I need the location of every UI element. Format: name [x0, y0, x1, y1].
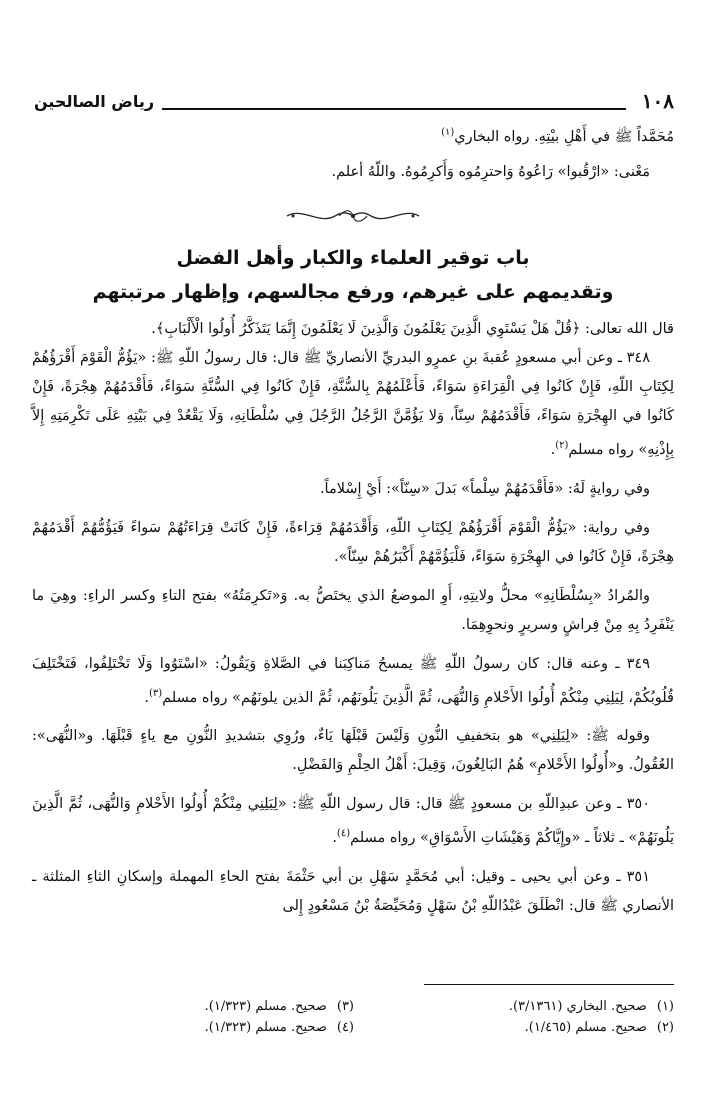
footnote-ref-2: (٢)	[555, 439, 569, 451]
hadith-349: ٣٤٩ ـ وعنه قال: كان رسولُ اللّهِ ﷺ يمسحُ مَناكِبَنا في الصَّلاةِ وَيَقُولُ: «اسْتَوُوا وَلَا تَخْتَلِفُوا، فَتَخْتَلِفَ قُلُوبُكُمْ، لِيَلِنِي مِنْكُمْ أُولُوا الأَحْلامِ وَالنُّهَى، ثُمَّ الَّذِينَ يَلُونَهُم، ثُمَّ الذين يلونَهُم» رواه مسلم$^{(٣)}$.	[32, 655, 674, 706]
footnote-ref-4: (٤)	[336, 828, 351, 840]
explanation-murad: والمُرادُ «بِسُلْطَانِهِ» محلُّ ولايتِهِ، أَوِ الموضعُ الذي يختَصُّ به. وَ«تَكرِمَتُهُ» بفتح التاءِ وكسر الراءِ: وهِيَ ما يَنْفَرِدُ بِهِ مِنْ فِراشٍ وسريرٍ ونحوِهِمَا.	[32, 587, 674, 633]
footnote-item	[34, 999, 354, 1014]
intro-line-1-text: مُحَمَّداً ﷺ في أَهْلِ بيْتِهِ. رواه البخاري	[454, 128, 674, 145]
riwaya-1: وفي روايةٍ لَهُ: «فَأَقْدَمُهُمْ سِلْماً» بَدلَ «سِنّاً»: أَيْ إِسْلاماً.	[319, 480, 650, 497]
footnote-item	[354, 1020, 674, 1035]
footnote-rule	[424, 984, 674, 985]
footnote-text: صحيح. مسلم (١/٤٦٥).	[524, 1020, 647, 1035]
footnote-item	[354, 999, 674, 1014]
footnote-ref-1: (١)	[441, 127, 455, 138]
page-header	[34, 86, 674, 116]
intro-line-2: مَعْنى: «ارْقُبوا» رَاعُوهُ وَاحترِمُوه وَأَكرِمُوهُ. واللّهُ أعلم.	[331, 163, 650, 180]
book-title: رياض الصالحين	[34, 91, 155, 111]
footnote-number: (٣)	[336, 999, 354, 1014]
footnote-ref-3: (٣)	[148, 687, 163, 699]
footnote-text: صحيح. مسلم (١/٣٢٣).	[204, 999, 327, 1014]
page-number: ١٠٨	[641, 89, 674, 113]
footnote-number: (٤)	[336, 1020, 354, 1035]
hadith-349-text: ٣٤٩ ـ وعنه قال: كان رسولُ اللّهِ ﷺ يمسحُ مَناكِبَنا في الصَّلاةِ وَيَقُولُ: «اسْتَوُوا وَلَا تَخْتَلِفُوا، فَتَخْتَلِفَ قُلُوبُكُمْ، لِيَلِنِي مِنْكُمْ أُولُوا الأَحْلامِ وَالنُّهَى، ثُمَّ الَّذِينَ يَلُونَهُم، ثُمَّ الذين يلونَهُم» رواه مسلم	[32, 655, 674, 706]
footnote-number: (٢)	[656, 1020, 674, 1035]
riwaya-2: وفي رواية: «يَؤُمُّ الْقَوْمَ أَقْرَؤُهُمْ لِكِتَابِ اللّهِ، وَأَقْدَمُهُمْ قِرَاءةً، فَإِنْ كَانَتْ قِرَاءَتُهُمْ سَواءً فَيَؤُمُّهُمْ أَقْدَمُهُمْ هِجْرَةً، فَإِنْ كَانُوا في الهِجْرَةِ سَوَاءً، فَلْيَؤُمَّهُمْ أَكْبَرُهُمْ سِنّاً».	[32, 519, 674, 565]
hadith-350: ٣٥٠ ـ وعن عبدِاللّهِ بن مسعودٍ ﷺ قال: قال رسول اللّهِ ﷺ: «لِيَلِنِي مِنْكُمْ أُولُوا الأَحْلامِ وَالنُّهَى، ثُمَّ الَّذِينَ يَلُونَهُمْ» ـ ثلاثاً ـ «وإِيَّاكُمْ وَهَيْشَاتِ الأَسْوَاقِ» رواه مسلم$^{(٤)}$.	[32, 796, 674, 847]
footnotes	[34, 984, 674, 1035]
chapter-title-line-1: باب توقير العلماء والكبار وأهل الفضل	[176, 246, 530, 269]
hadith-351: ٣٥١ ـ وعن أبي يحيى ـ وقيل: أبي مُحَمَّدٍ سَهْلِ بن أبي حَثْمَةَ بفتح الحاءِ المهملة وإسكانِ الثاءِ المثلثة ـ الأنصاري ﷺ قال: انْطَلَقَ عَبْدُاللّهِ بْنُ سَهْلٍ وَمُحَيِّصَةُ بْنُ مَسْعُودٍ إِلى	[32, 869, 674, 915]
footnote-text: صحيح. مسلم (١/٣٢٣).	[204, 1020, 327, 1035]
footnote-text: صحيح. البخاري (٣/١٣٦١).	[508, 999, 647, 1014]
ornament-divider	[283, 205, 423, 227]
page-body	[32, 118, 674, 921]
hadith-350-text: ٣٥٠ ـ وعن عبدِاللّهِ بن مسعودٍ ﷺ قال: قال رسول اللّهِ ﷺ: «لِيَلِنِي مِنْكُمْ أُولُوا الأَحْلامِ وَالنُّهَى، ثُمَّ الَّذِينَ يَلُونَهُمْ» ـ ثلاثاً ـ «وإِيَّاكُمْ وَهَيْشَاتِ الأَسْوَاقِ» رواه مسلم	[32, 796, 674, 847]
explanation-qawluhu: وقوله ﷺ: «لِيَلِنِي» هو بتخفيفِ النُّونِ وَلَيْسَ قَبْلَهَا يَاءٌ، ورُوِي بتشديدِ النُّونِ مع ياءٍ قَبْلَهَا. و«النُّهَى»: العُقُولُ. و«أُولُوا الأَحْلامِ» هُمُ البَالِغُونَ، وَقِيلَ: أَهْلُ الحِلْمِ وَالفَضْلِ.	[32, 728, 674, 774]
header-rule	[162, 108, 626, 110]
hadith-348: ٣٤٨ ـ وعن أبي مسعودٍ عُقبةَ بنِ عمرٍو البدريِّ الأنصاريِّ ﷺ قال: قال رسولُ اللّهِ ﷺ: «يَؤُمُّ الْقَوْمَ أَقْرَؤُهُمْ لِكِتَابِ اللّهِ، فَإِنْ كَانُوا فِي الْقِرَاءَةِ سَوَاءً، فَأَعْلَمُهُمْ بِالسُّنَّةِ، فَإِنْ كَانُوا فِي السُّنَّةِ سَوَاءً، فَأَقْدَمُهُمْ هِجْرَةً، فَإِنْ كَانُوا في الهِجْرَةِ سَوَاءً، فَأَقْدَمُهُمْ سِنّاً، وَلا يَؤُمَّنَّ الرَّجُلُ الرَّجُلَ فِي سُلْطَانِهِ، وَلَا يَقْعُدْ فِي بَيْتِهِ عَلَى تَكْرِمَتِهِ إِلاَّ بِإِذْنِهِ» رواه مسلم$^{(٢)}$.	[32, 349, 674, 458]
footnote-item	[34, 1020, 354, 1035]
intro-line-1	[32, 118, 674, 152]
footnote-list	[34, 999, 674, 1035]
hadith-348-text: ٣٤٨ ـ وعن أبي مسعودٍ عُقبةَ بنِ عمرٍو البدريِّ الأنصاريِّ ﷺ قال: قال رسولُ اللّهِ ﷺ: «يَؤُمُّ الْقَوْمَ أَقْرَؤُهُمْ لِكِتَابِ اللّهِ، فَإِنْ كَانُوا فِي الْقِرَاءَةِ سَوَاءً، فَأَعْلَمُهُمْ بِالسُّنَّةِ، فَإِنْ كَانُوا فِي السُّنَّةِ سَوَاءً، فَأَقْدَمُهُمْ هِجْرَةً، فَإِنْ كَانُوا في الهِجْرَةِ سَوَاءً، فَأَقْدَمُهُمْ سِنّاً، وَلا يَؤُمَّنَّ الرَّجُلُ الرَّجُلَ فِي سُلْطَانِهِ، وَلَا يَقْعُدْ فِي بَيْتِهِ عَلَى تَكْرِمَتِهِ إِلاَّ بِإِذْنِهِ» رواه مسلم	[32, 349, 674, 458]
chapter-title-line-2: وتقديمهم على غيرهم، ورفع مجالسهم، وإظهار مرتبتهم	[92, 280, 614, 303]
quran-verse-paragraph: قال الله تعالى: ﴿قُلْ هَلْ يَسْتَوِي الَّذِينَ يَعْلَمُونَ وَالَّذِينَ لَا يَعْلَمُونَ إِنَّمَا يَتَذَكَّرُ أُولُوا الْأَلْبَابِ﴾.	[151, 320, 674, 337]
footnote-number: (١)	[656, 999, 674, 1014]
